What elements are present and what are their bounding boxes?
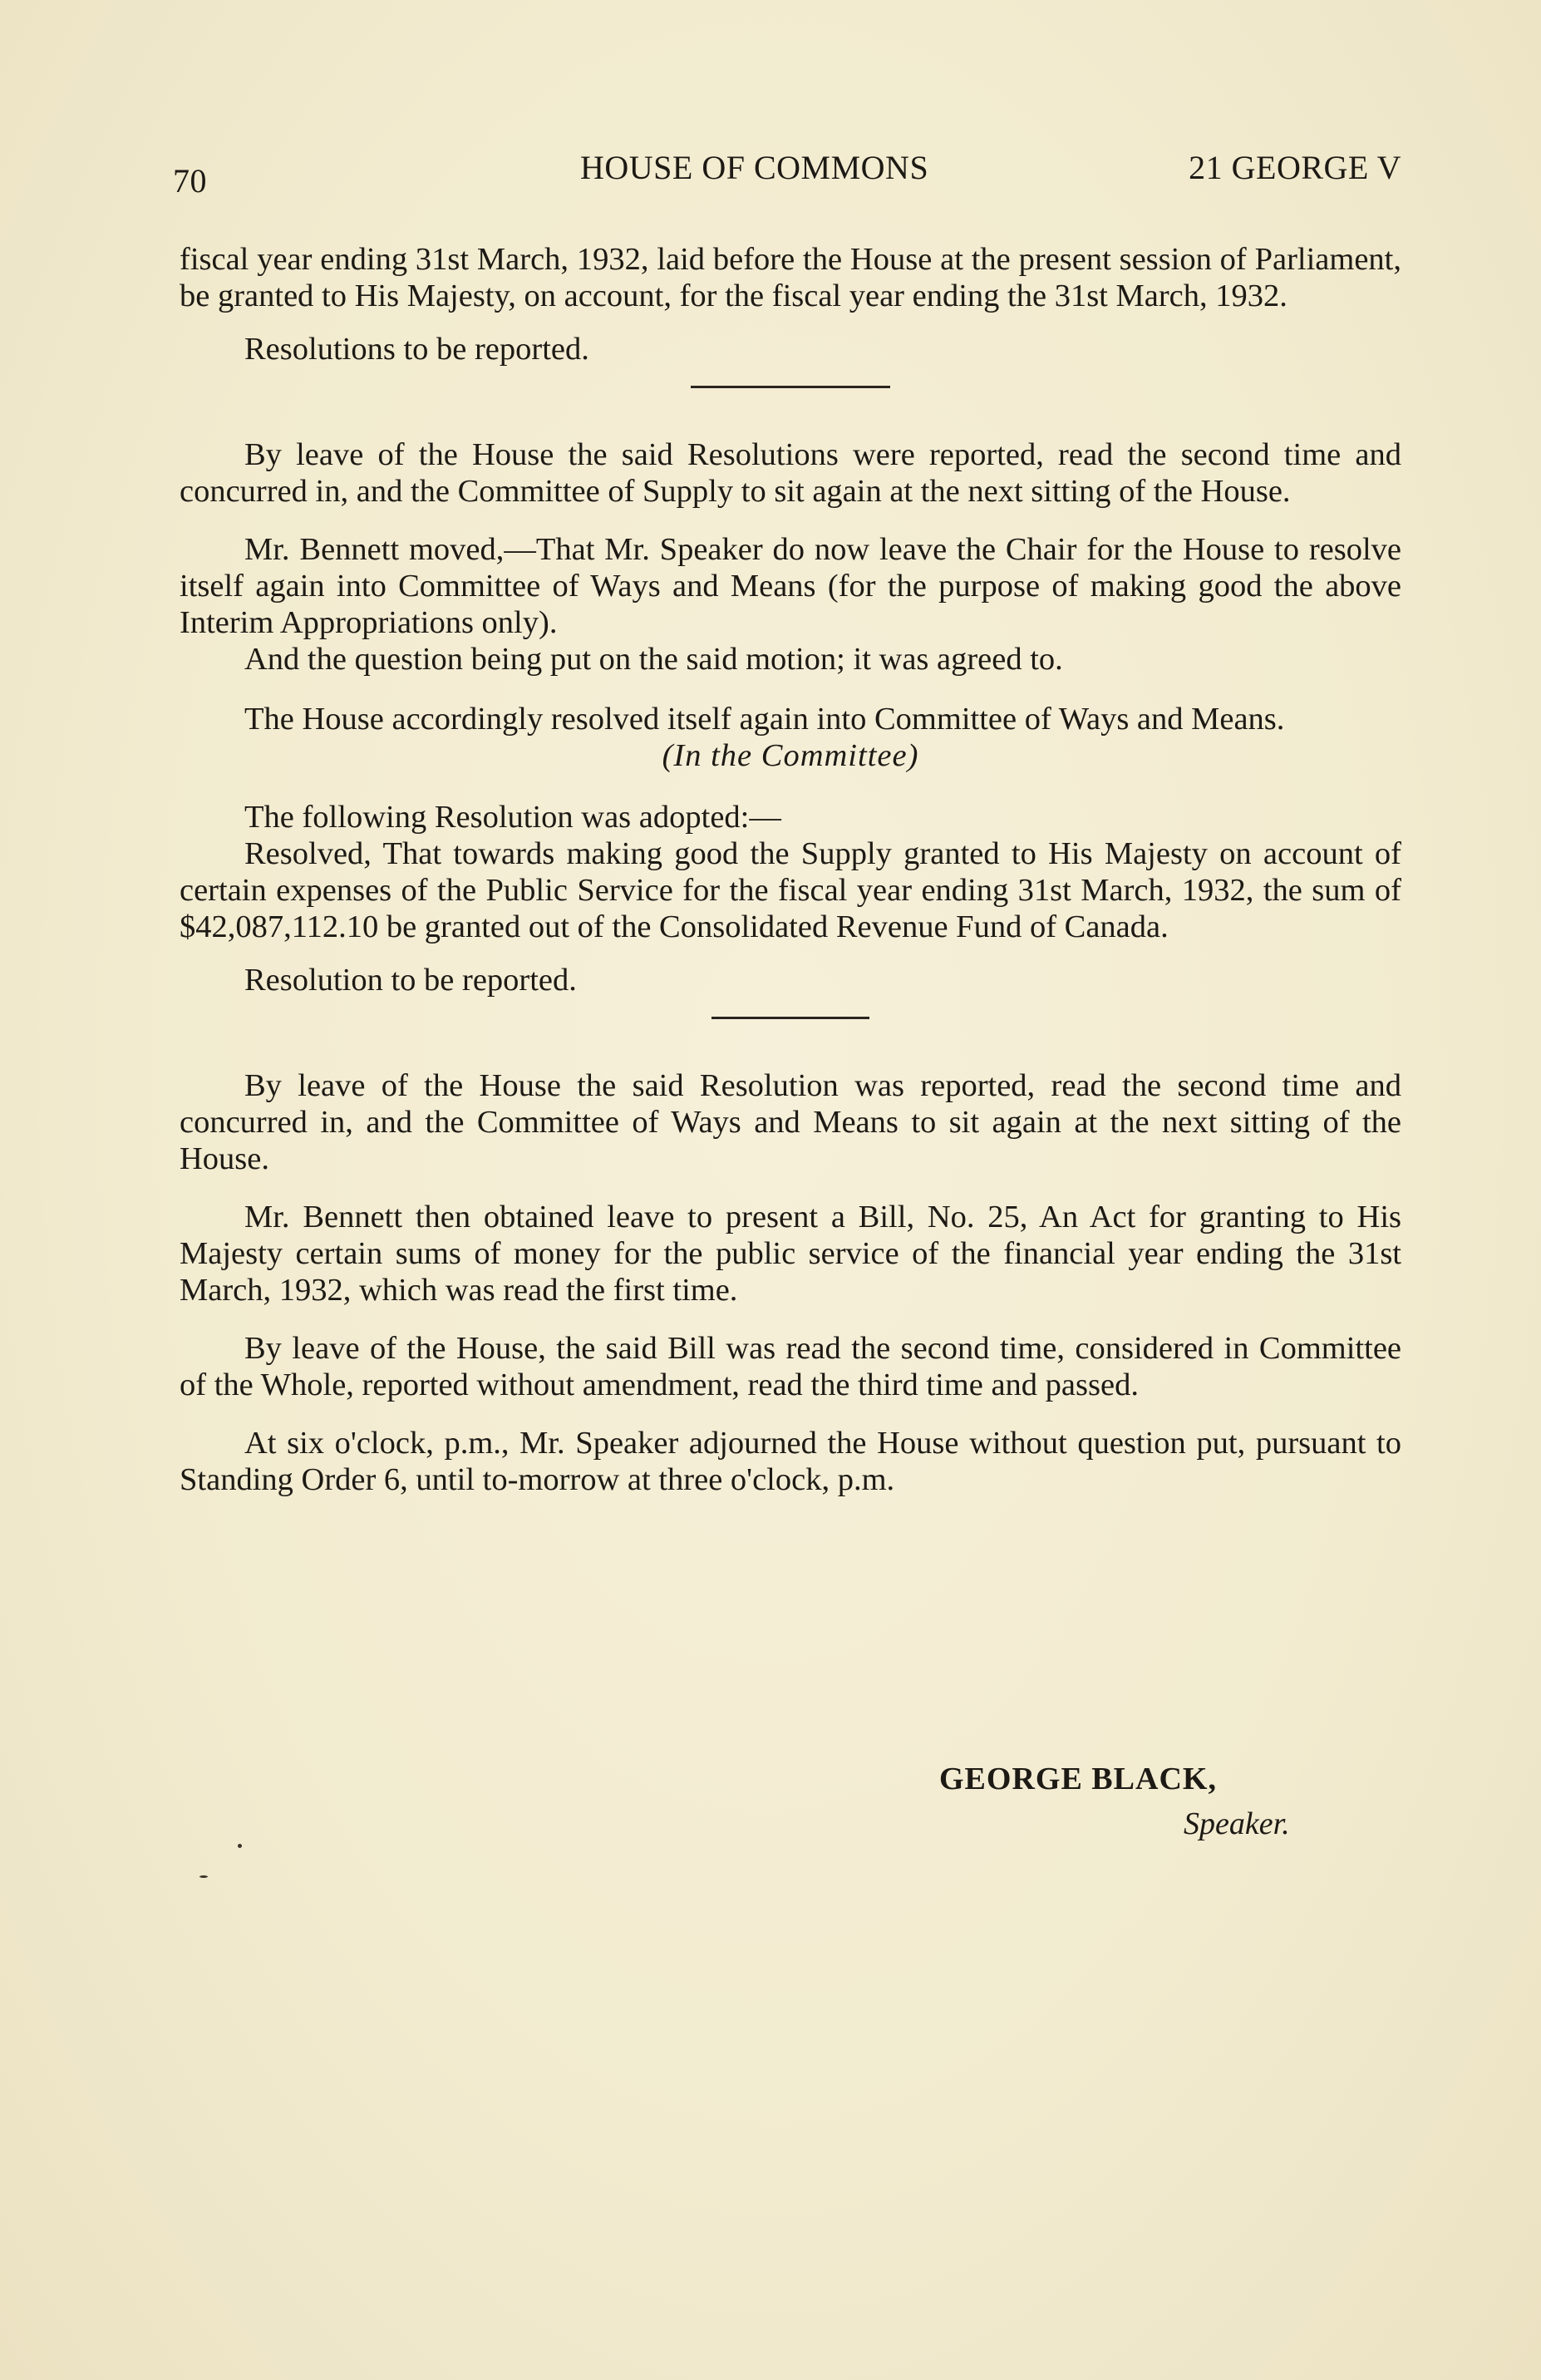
running-title: HOUSE OF COMMONS — [580, 149, 929, 186]
in-committee-heading: (In the Committee) — [662, 738, 919, 773]
page-header — [173, 148, 1401, 198]
print-speck — [238, 1844, 242, 1848]
paragraph-resolution-adopted: The following Resolution was adopted:— — [244, 800, 781, 835]
paragraph-resolution-reported: By leave of the House the said Resolution was reported, read the second time and concurred in, and the Committee of Ways and Means to sit again at the next sitting of the House. — [180, 1068, 1401, 1176]
body-text — [180, 241, 1401, 1498]
paragraph-resolved: Resolved, That towards making good the Supply granted to His Majesty on account of certain expenses of the Public Service for the fiscal year ending 31st March, 1932, the sum of $42,087,112.10 be granted out of the Consolidated Revenue Fund of Canada. — [180, 836, 1401, 944]
regnal-year: 21 GEORGE V — [1189, 149, 1401, 186]
print-speck — [199, 1875, 208, 1878]
paragraph-resolutions-to-be-reported: Resolutions to be reported. — [244, 332, 589, 367]
signer-title: Speaker. — [1184, 1806, 1290, 1841]
paragraph-house-resolved: The House accordingly resolved itself again into Committee of Ways and Means. — [244, 702, 1285, 737]
section-rule — [691, 386, 890, 388]
signature-block — [939, 1761, 1355, 1842]
paragraph-resolution-to-be-reported: Resolution to be reported. — [244, 963, 577, 998]
signer-name: GEORGE BLACK, — [939, 1762, 1217, 1796]
paragraph-bill-passed: By leave of the House, the said Bill was read the second time, considered in Committee of the Whole, reported without amendment, read the third time and passed. — [180, 1331, 1401, 1402]
paragraph-resolutions-reported: By leave of the House the said Resolutions were reported, read the second time and concurred in, and the Committee of Supply to sit again at the next sitting of the House. — [180, 437, 1401, 509]
section-rule — [711, 1017, 869, 1019]
paragraph-bennett-moved: Mr. Bennett moved,—That Mr. Speaker do now leave the Chair for the House to resolve itself again into Committee of Ways and Means (for the purpose of making good the above Interim Appropriations only). — [180, 532, 1401, 640]
paragraph-continuation: fiscal year ending 31st March, 1932, laid before the House at the present session of Parliament, be granted to His Majesty, on account, for the fiscal year ending the 31st March, 1932. — [180, 242, 1401, 313]
page-number: 70 — [173, 162, 207, 200]
paragraph-adjourned: At six o'clock, p.m., Mr. Speaker adjourned the House without question put, pursuant to Standing Order 6, until to-morrow at three o'clock, p.m. — [180, 1426, 1401, 1497]
paragraph-question-agreed: And the question being put on the said motion; it was agreed to. — [244, 642, 1063, 677]
paragraph-bill-presented: Mr. Bennett then obtained leave to present a Bill, No. 25, An Act for granting to His Majesty certain sums of money for the public service of the financial year ending the 31st March, 1932, which was read the first time. — [180, 1200, 1401, 1308]
